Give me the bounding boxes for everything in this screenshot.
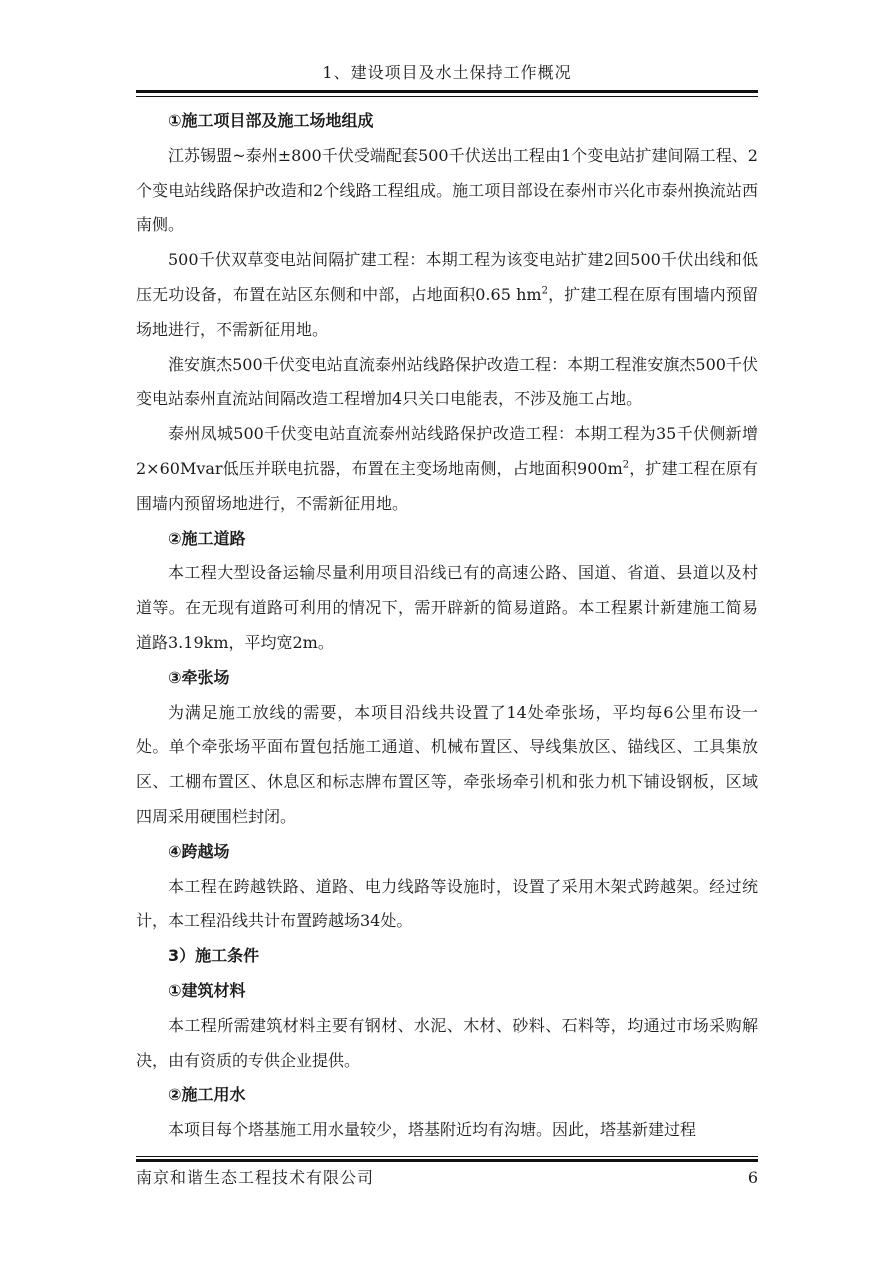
paragraph: 本工程大型设备运输尽量利用项目沿线已有的高速公路、国道、省道、县道以及村道等。在无现有道路可利用的情况下，需开辟新的简易道路。本工程累计新建施工简易道路3.19km，平均宽2m。 (136, 563, 758, 652)
section-heading: ④跨越场 (168, 841, 230, 861)
paragraph: 为满足施工放线的需要，本项目沿线共设置了14处牵张场，平均每6公里布设一处。单个牵张场平面布置包括施工通道、机械布置区、导线集放区、锚线区、工具集放区、工棚布置区、休息区和标志牌布置区等，牵张场牵引机和张力机下铺设钢板，区域四周采用硬围栏封闭。 (136, 702, 758, 826)
paragraph: 500千伏双草变电站间隔扩建工程：本期工程为该变电站扩建2回500千伏出线和低压无功设备，布置在站区东侧和中部，占地面积0.65 $hm^2$，扩建工程在原有围墙内预留场地进行，不需新征用地。 (136, 250, 758, 339)
section-heading: ③牵张场 (168, 667, 230, 687)
paragraph: 江苏锡盟~泰州±800千伏受端配套500千伏送出工程由1个变电站扩建间隔工程、2个变电站线路保护改造和2个线路工程组成。施工项目部设在泰州市兴化市泰州换流站西南侧。 (136, 145, 758, 235)
header-rule-thin (136, 96, 758, 97)
section-heading: ①建筑材料 (168, 980, 246, 1000)
footer-rule-thin (136, 1156, 758, 1157)
page-number: 6 (747, 1168, 758, 1187)
footer-company: 南京和谐生态工程技术有限公司 (136, 1168, 375, 1187)
section-heading: ①施工项目部及施工场地组成 (168, 111, 374, 130)
header-rule-thick (136, 90, 758, 93)
paragraph: 本项目每个塔基施工用水量较少，塔基附近均有沟塘。因此，塔基新建过程 (168, 1120, 697, 1140)
footer-rule-thick (136, 1159, 758, 1162)
page-header-title: 1、建设项目及水土保持工作概况 (322, 63, 572, 82)
section-heading: 3）施工条件 (168, 946, 260, 966)
paragraph: 本工程在跨越铁路、道路、电力线路等设施时，设置了采用木架式跨越架。经过统计，本工程沿线共计布置跨越场34处。 (136, 876, 758, 931)
document-body (136, 104, 758, 1148)
section-heading: ②施工用水 (168, 1085, 246, 1105)
section-heading: ②施工道路 (168, 528, 246, 548)
paragraph: 淮安旗杰500千伏变电站直流泰州站线路保护改造工程：本期工程淮安旗杰500千伏变电站泰州直流站间隔改造工程增加4只关口电能表，不涉及施工占地。 (136, 354, 758, 409)
paragraph: 泰州凤城500千伏变电站直流泰州站线路保护改造工程：本期工程为35千伏侧新增2×60Mvar低压并联电抗器，布置在主变场地南侧，占地面积$900m^2$，扩建工程在原有围墙内预留场地进行，不需新征用地。 (136, 424, 758, 513)
paragraph: 本工程所需建筑材料主要有钢材、水泥、木材、砂料、石料等，均通过市场采购解决，由有资质的专供企业提供。 (136, 1015, 758, 1070)
